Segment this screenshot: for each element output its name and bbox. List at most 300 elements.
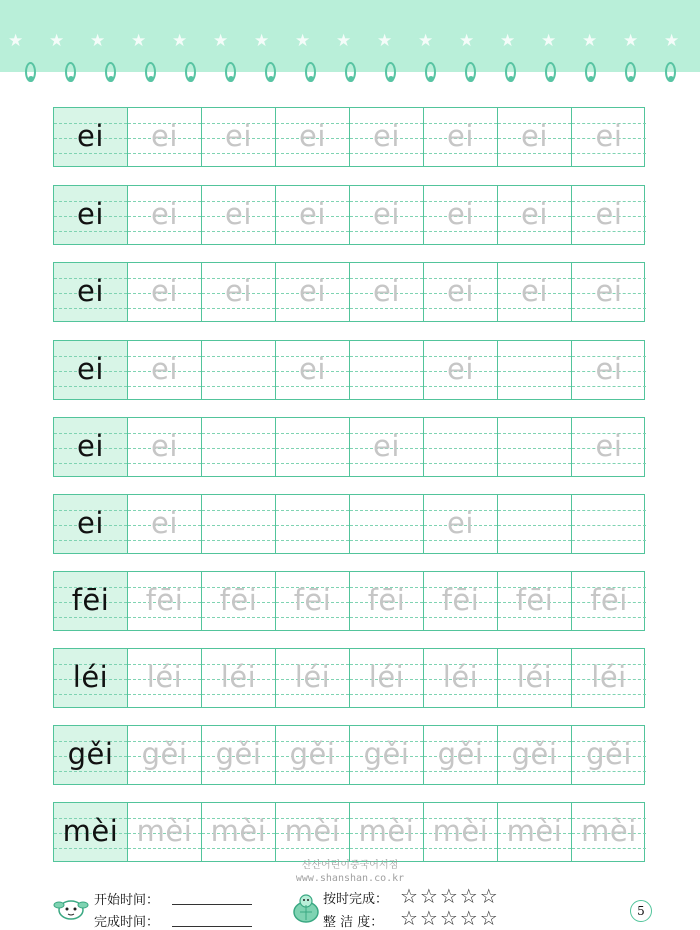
writing-cell[interactable]	[128, 572, 202, 630]
binding-ring-icon	[545, 62, 556, 82]
watermark-korean: 산산어린이중국어서점	[301, 860, 399, 871]
watermark-url: www.shanshan.co.kr	[295, 873, 405, 884]
writing-cell[interactable]	[498, 649, 572, 707]
trace-syllable: ei	[595, 274, 623, 308]
writing-cell[interactable]	[498, 726, 572, 784]
practice-row	[53, 340, 645, 400]
turtle-mascot-icon	[290, 892, 322, 926]
writing-cell[interactable]	[424, 186, 498, 244]
writing-cell[interactable]	[202, 263, 276, 321]
trace-syllable: ei	[595, 429, 623, 463]
guide-line	[572, 525, 646, 526]
guide-line	[572, 308, 646, 309]
writing-cell[interactable]	[498, 341, 572, 399]
guide-line	[128, 617, 201, 618]
trace-syllable: ei	[595, 197, 623, 231]
binding-ring-icon	[665, 62, 676, 82]
trace-syllable: gěi	[437, 737, 484, 771]
guide-line	[572, 231, 646, 232]
trace-syllable: ei	[521, 119, 548, 153]
header-star-icon: ★	[500, 31, 516, 51]
guide-line	[276, 153, 349, 154]
guide-line	[572, 463, 646, 464]
trace-syllable: mèi	[581, 814, 637, 848]
model-syllable: fēi	[71, 583, 110, 617]
trace-syllable: ei	[373, 274, 400, 308]
guide-line	[54, 617, 127, 618]
guide-line	[498, 356, 571, 357]
trace-syllable: fēi	[515, 583, 554, 617]
trace-syllable: ei	[151, 429, 178, 463]
writing-cell[interactable]	[424, 263, 498, 321]
guide-line	[498, 463, 571, 464]
guide-line	[350, 356, 423, 357]
guide-line	[276, 540, 349, 541]
header-star-icon: ★	[623, 31, 639, 51]
header-star-icon: ★	[582, 31, 598, 51]
writing-cell[interactable]	[276, 495, 350, 553]
trace-syllable: ei	[447, 352, 474, 386]
guide-line	[276, 448, 349, 449]
guide-line	[350, 153, 423, 154]
guide-line	[128, 540, 201, 541]
guide-line	[572, 540, 646, 541]
binding-ring-icon	[465, 62, 476, 82]
trace-syllable: ei	[595, 352, 623, 386]
guide-line	[424, 231, 497, 232]
guide-line	[424, 463, 497, 464]
guide-line	[424, 694, 497, 695]
trace-syllable: gěi	[363, 737, 410, 771]
guide-line	[128, 694, 201, 695]
guide-line	[350, 540, 423, 541]
trace-syllable: gěi	[289, 737, 336, 771]
trace-syllable: léi	[368, 660, 405, 694]
practice-row	[53, 725, 645, 785]
writing-cell[interactable]	[350, 495, 424, 553]
guide-line	[424, 617, 497, 618]
binding-ring-icon	[65, 62, 76, 82]
writing-cell[interactable]	[498, 108, 572, 166]
guide-line	[202, 525, 275, 526]
trace-syllable: léi	[516, 660, 553, 694]
model-syllable: ei	[77, 352, 104, 386]
guide-line	[350, 371, 423, 372]
guide-line	[202, 694, 275, 695]
header-star-icon: ★	[172, 31, 188, 51]
practice-row	[53, 262, 645, 322]
guide-line	[424, 153, 497, 154]
guide-line	[276, 848, 349, 849]
trace-syllable: mèi	[210, 814, 267, 848]
header-star-icon: ★	[49, 31, 65, 51]
guide-line	[128, 308, 201, 309]
guide-line	[350, 386, 423, 387]
model-cell	[54, 726, 128, 784]
trace-syllable: mèi	[506, 814, 563, 848]
trace-syllable: léi	[591, 660, 627, 694]
trace-syllable: ei	[447, 119, 474, 153]
writing-cell[interactable]	[276, 649, 350, 707]
guide-line	[572, 386, 646, 387]
binding-ring-icon	[265, 62, 276, 82]
model-cell	[54, 572, 128, 630]
guide-line	[572, 153, 646, 154]
binding-ring-icon	[225, 62, 236, 82]
guide-line	[276, 510, 349, 511]
writing-cell[interactable]	[202, 572, 276, 630]
guide-line	[350, 525, 423, 526]
guide-line	[424, 540, 497, 541]
guide-line	[54, 694, 127, 695]
model-syllable: gěi	[67, 737, 114, 771]
writing-cell[interactable]	[276, 572, 350, 630]
guide-line	[202, 433, 275, 434]
writing-cell[interactable]	[572, 495, 646, 553]
writing-cell[interactable]	[350, 108, 424, 166]
guide-line	[202, 371, 275, 372]
guide-line	[202, 231, 275, 232]
guide-line	[498, 153, 571, 154]
practice-row	[53, 648, 645, 708]
guide-line	[202, 540, 275, 541]
guide-line	[202, 771, 275, 772]
guide-line	[202, 848, 275, 849]
writing-cell[interactable]	[424, 572, 498, 630]
writing-cell[interactable]	[350, 803, 424, 861]
model-syllable: ei	[77, 429, 104, 463]
trace-syllable: fēi	[367, 583, 406, 617]
neatness-label: 整 洁 度：	[323, 915, 384, 930]
guide-line	[276, 308, 349, 309]
guide-line	[54, 463, 127, 464]
writing-cell[interactable]	[498, 263, 572, 321]
trace-syllable: ei	[225, 119, 252, 153]
header-star-icon: ★	[213, 31, 229, 51]
guide-line	[128, 848, 201, 849]
guide-line	[54, 771, 127, 772]
practice-row	[53, 185, 645, 245]
trace-syllable: ei	[595, 119, 623, 153]
trace-syllable: ei	[151, 197, 178, 231]
writing-cell[interactable]	[350, 649, 424, 707]
guide-line	[202, 386, 275, 387]
guide-line	[498, 231, 571, 232]
trace-syllable: fēi	[590, 583, 628, 617]
guide-line	[202, 463, 275, 464]
guide-line	[424, 771, 497, 772]
guide-line	[128, 153, 201, 154]
writing-cell[interactable]	[128, 495, 202, 553]
guide-line	[350, 771, 423, 772]
trace-syllable: ei	[151, 352, 178, 386]
binding-ring-icon	[105, 62, 116, 82]
writing-cell[interactable]	[424, 803, 498, 861]
trace-syllable: ei	[225, 274, 252, 308]
trace-syllable: ei	[299, 352, 326, 386]
guide-line	[202, 448, 275, 449]
guide-line	[572, 617, 646, 618]
writing-cell[interactable]	[202, 495, 276, 553]
guide-line	[128, 386, 201, 387]
guide-line	[572, 510, 646, 511]
guide-line	[498, 371, 571, 372]
writing-cell[interactable]	[572, 649, 646, 707]
writing-cell[interactable]	[276, 186, 350, 244]
trace-syllable: ei	[225, 197, 252, 231]
model-cell	[54, 418, 128, 476]
writing-cell[interactable]	[424, 108, 498, 166]
writing-cell[interactable]	[424, 726, 498, 784]
guide-line	[424, 848, 497, 849]
guide-line	[202, 510, 275, 511]
binding-ring-icon	[585, 62, 596, 82]
guide-line	[498, 694, 571, 695]
model-cell	[54, 341, 128, 399]
writing-cell[interactable]	[128, 649, 202, 707]
header-star-icon: ★	[254, 31, 270, 51]
trace-syllable: ei	[299, 197, 326, 231]
guide-line	[572, 694, 646, 695]
trace-syllable: ei	[299, 274, 326, 308]
guide-line	[498, 525, 571, 526]
trace-syllable: ei	[151, 119, 178, 153]
header-star-icon: ★	[418, 31, 434, 51]
guide-line	[498, 617, 571, 618]
guide-line	[498, 433, 571, 434]
trace-syllable: ei	[373, 197, 400, 231]
writing-cell[interactable]	[572, 803, 646, 861]
writing-cell[interactable]	[498, 572, 572, 630]
writing-cell[interactable]	[128, 186, 202, 244]
writing-cell[interactable]	[276, 726, 350, 784]
writing-cell[interactable]	[276, 418, 350, 476]
writing-cell[interactable]	[572, 341, 646, 399]
model-cell	[54, 803, 128, 861]
writing-cell[interactable]	[276, 341, 350, 399]
guide-line	[498, 386, 571, 387]
trace-syllable: ei	[447, 197, 474, 231]
guide-line	[350, 308, 423, 309]
guide-line	[498, 848, 571, 849]
header-star-icon: ★	[336, 31, 352, 51]
writing-cell[interactable]	[128, 726, 202, 784]
writing-cell[interactable]	[498, 495, 572, 553]
header-star-icon: ★	[131, 31, 147, 51]
trace-syllable: léi	[220, 660, 257, 694]
model-cell	[54, 495, 128, 553]
trace-syllable: ei	[373, 119, 400, 153]
writing-cell[interactable]	[128, 108, 202, 166]
trace-syllable: ei	[521, 274, 548, 308]
writing-cell[interactable]	[572, 186, 646, 244]
writing-cell[interactable]	[202, 341, 276, 399]
guide-line	[276, 525, 349, 526]
trace-syllable: léi	[294, 660, 331, 694]
writing-cell[interactable]	[498, 803, 572, 861]
model-cell	[54, 186, 128, 244]
guide-line	[128, 463, 201, 464]
guide-line	[54, 386, 127, 387]
header-star-icon: ★	[664, 31, 680, 51]
trace-syllable: fēi	[145, 583, 184, 617]
writing-cell[interactable]	[276, 108, 350, 166]
guide-line	[202, 153, 275, 154]
guide-line	[276, 771, 349, 772]
trace-syllable: mèi	[432, 814, 489, 848]
writing-cell[interactable]	[498, 186, 572, 244]
trace-syllable: fēi	[219, 583, 258, 617]
finish-time-label: 完成时间：	[94, 915, 160, 930]
writing-cell[interactable]	[498, 418, 572, 476]
binding-ring-icon	[385, 62, 396, 82]
model-syllable: mèi	[62, 814, 119, 848]
writing-cell[interactable]	[202, 649, 276, 707]
model-syllable: léi	[72, 660, 109, 694]
trace-syllable: ei	[447, 274, 474, 308]
practice-row	[53, 494, 645, 554]
header-star-icon: ★	[459, 31, 475, 51]
start-time-line	[172, 904, 252, 905]
page-number: 5	[630, 900, 652, 922]
finish-time-line	[172, 926, 252, 927]
guide-line	[424, 448, 497, 449]
binding-ring-icon	[505, 62, 516, 82]
writing-cell[interactable]	[350, 726, 424, 784]
guide-line	[276, 617, 349, 618]
writing-cell[interactable]	[572, 418, 646, 476]
guide-line	[350, 694, 423, 695]
guide-line	[54, 308, 127, 309]
guide-line	[54, 153, 127, 154]
trace-syllable: mèi	[284, 814, 341, 848]
writing-cell[interactable]	[424, 418, 498, 476]
writing-cell[interactable]	[424, 649, 498, 707]
model-syllable: ei	[77, 119, 104, 153]
writing-cell[interactable]	[128, 341, 202, 399]
start-time-label: 开始时间：	[94, 893, 160, 908]
writing-cell[interactable]	[572, 108, 646, 166]
neatness-rating-stars[interactable]: ☆☆☆☆☆	[400, 906, 500, 930]
practice-row	[53, 107, 645, 167]
model-syllable: ei	[77, 197, 104, 231]
guide-line	[276, 231, 349, 232]
writing-cell[interactable]	[350, 418, 424, 476]
writing-cell[interactable]	[572, 726, 646, 784]
trace-syllable: gěi	[141, 737, 188, 771]
trace-syllable: mèi	[136, 814, 193, 848]
writing-cell[interactable]	[350, 263, 424, 321]
writing-cell[interactable]	[350, 186, 424, 244]
model-cell	[54, 108, 128, 166]
guide-line	[350, 231, 423, 232]
writing-cell[interactable]	[350, 572, 424, 630]
guide-line	[424, 308, 497, 309]
guide-line	[350, 463, 423, 464]
guide-line	[202, 356, 275, 357]
writing-cell[interactable]	[572, 572, 646, 630]
header-star-icon: ★	[8, 31, 24, 51]
guide-line	[202, 617, 275, 618]
trace-syllable: ei	[447, 506, 474, 540]
guide-line	[498, 510, 571, 511]
header-star-icon: ★	[295, 31, 311, 51]
header-star-icon: ★	[377, 31, 393, 51]
trace-syllable: gěi	[215, 737, 262, 771]
trace-syllable: gěi	[586, 737, 632, 771]
writing-cell[interactable]	[202, 803, 276, 861]
writing-cell[interactable]	[128, 803, 202, 861]
writing-cell[interactable]	[202, 418, 276, 476]
header-star-icon: ★	[541, 31, 557, 51]
trace-syllable: ei	[521, 197, 548, 231]
trace-syllable: fēi	[293, 583, 332, 617]
practice-row	[53, 802, 645, 862]
guide-line	[498, 540, 571, 541]
trace-syllable: fēi	[441, 583, 480, 617]
writing-cell[interactable]	[202, 186, 276, 244]
guide-line	[128, 771, 201, 772]
guide-line	[276, 694, 349, 695]
guide-line	[202, 308, 275, 309]
writing-cell[interactable]	[424, 341, 498, 399]
practice-row	[53, 417, 645, 477]
writing-cell[interactable]	[276, 263, 350, 321]
writing-cell[interactable]	[128, 263, 202, 321]
writing-cell[interactable]	[276, 803, 350, 861]
trace-syllable: ei	[373, 429, 400, 463]
guide-line	[572, 771, 646, 772]
writing-cell[interactable]	[350, 341, 424, 399]
guide-line	[350, 510, 423, 511]
on-time-rating-stars[interactable]: ☆☆☆☆☆	[400, 884, 500, 908]
binding-ring-icon	[25, 62, 36, 82]
guide-line	[498, 308, 571, 309]
writing-cell[interactable]	[202, 726, 276, 784]
guide-line	[128, 231, 201, 232]
writing-cell[interactable]	[424, 495, 498, 553]
writing-cell[interactable]	[572, 263, 646, 321]
trace-syllable: gěi	[511, 737, 558, 771]
model-syllable: ei	[77, 506, 104, 540]
trace-syllable: léi	[442, 660, 479, 694]
writing-cell[interactable]	[202, 108, 276, 166]
guide-line	[424, 433, 497, 434]
guide-line	[498, 771, 571, 772]
model-cell	[54, 649, 128, 707]
binding-ring-icon	[145, 62, 156, 82]
binding-ring-icon	[345, 62, 356, 82]
binding-ring-icon	[625, 62, 636, 82]
guide-line	[498, 448, 571, 449]
model-cell	[54, 263, 128, 321]
guide-line	[54, 540, 127, 541]
trace-syllable: mèi	[358, 814, 415, 848]
trace-syllable: ei	[299, 119, 326, 153]
guide-line	[54, 231, 127, 232]
writing-cell[interactable]	[128, 418, 202, 476]
trace-syllable: ei	[151, 506, 178, 540]
guide-line	[424, 386, 497, 387]
guide-line	[54, 848, 127, 849]
binding-ring-icon	[305, 62, 316, 82]
sheep-mascot-icon	[52, 893, 90, 923]
guide-line	[276, 386, 349, 387]
guide-line	[276, 433, 349, 434]
trace-syllable: ei	[151, 274, 178, 308]
header-star-icon: ★	[90, 31, 106, 51]
binding-ring-icon	[425, 62, 436, 82]
